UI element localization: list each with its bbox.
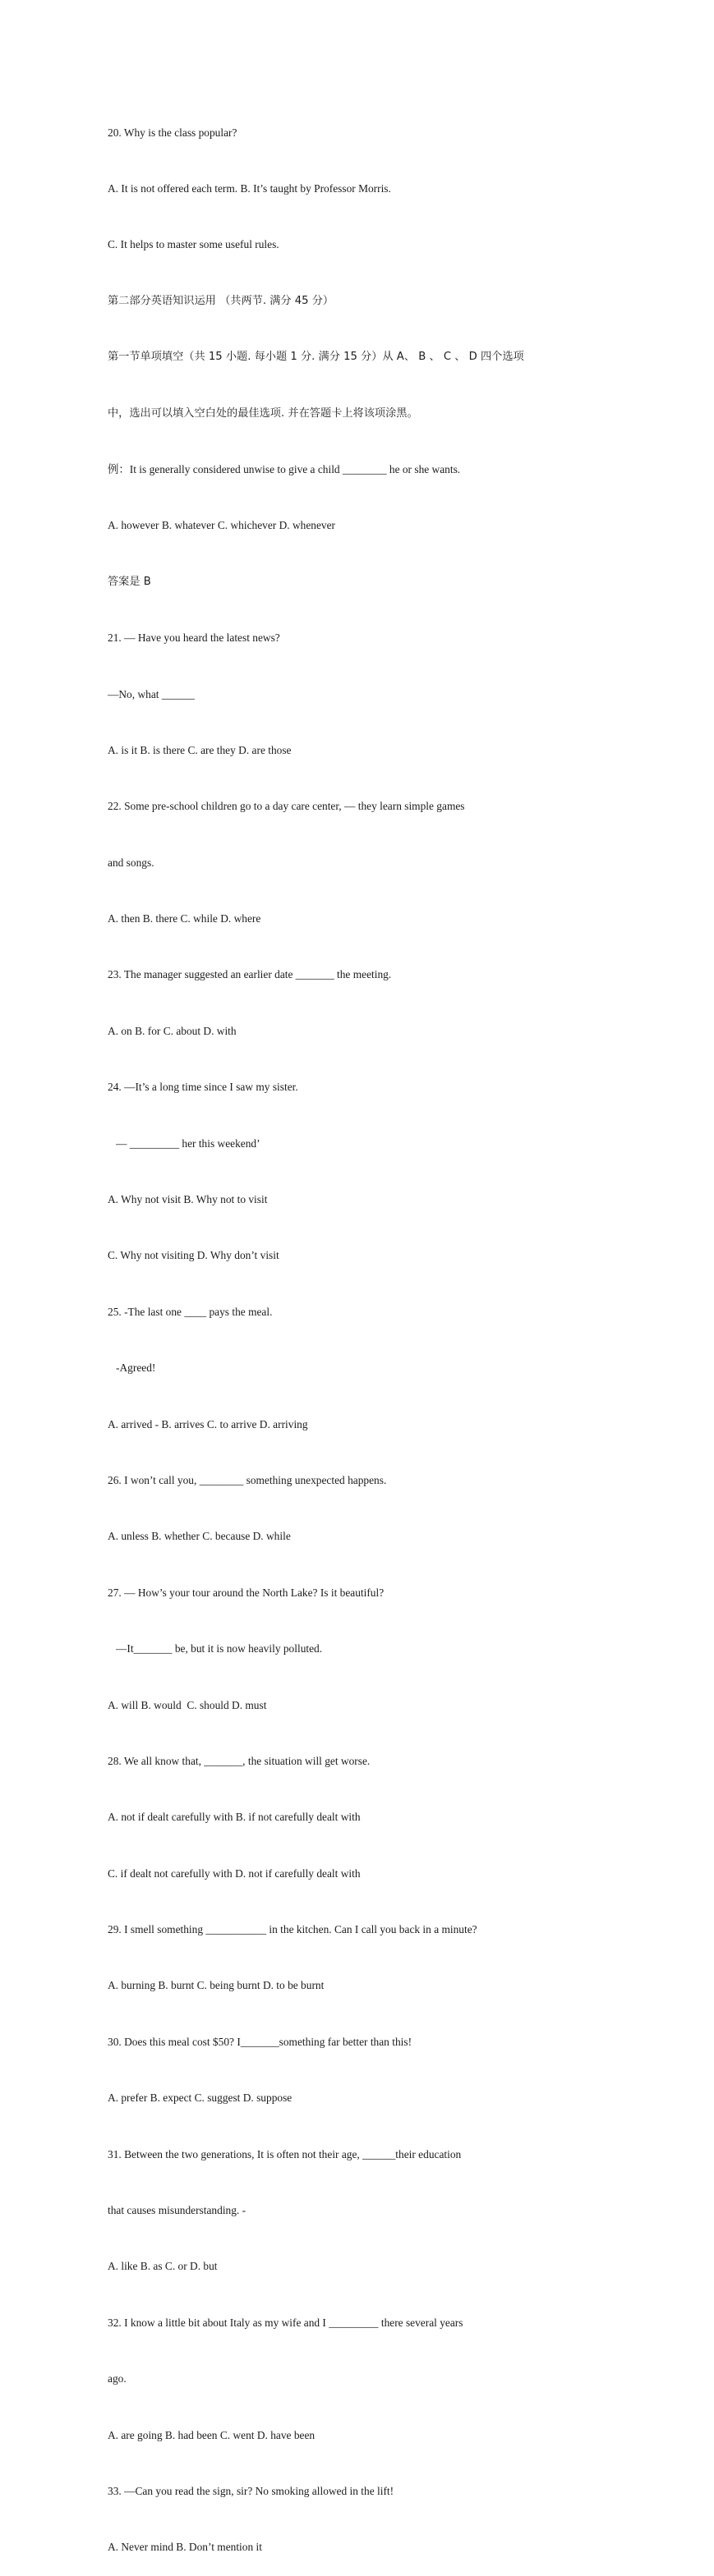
question-25-reply: -Agreed! (108, 1361, 156, 1375)
question-21-reply: —No, what ______ (108, 687, 196, 700)
question-28-options-cd: C. if dealt not carefully with D. not if carefully dealt with (108, 1867, 361, 1880)
question-23-options: A. on B. for C. about D. with (108, 1024, 237, 1037)
question-25-options: A. arrived - B. arrives C. to arrive D. arriving (108, 1417, 308, 1430)
question-30-stem: 30. Does this meal cost $50? I_______something far better than this! (108, 2035, 412, 2048)
question-30-options: A. prefer B. expect C. suggest D. suppose (108, 2092, 293, 2105)
question-26-options: A. unless B. whether C. because D. while (108, 1530, 291, 1543)
question-27-options: A. will B. would C. should D. must (108, 1698, 267, 1711)
question-24-reply: — _________ her this weekend’ (108, 1136, 260, 1150)
question-24-stem: 24. —It’s a long time since I saw my sister. (108, 1081, 298, 1094)
question-22-options: A. then B. there C. while D. where (108, 912, 261, 925)
question-20-option-c: C. It helps to master some useful rules. (108, 238, 279, 251)
example-question: 例：It is generally considered unwise to give a child ________ he or she wants. (108, 462, 461, 475)
question-32-stem-cont: ago. (108, 2372, 127, 2385)
question-31-options: A. like B. as C. or D. but (108, 2260, 218, 2273)
question-33-stem: 33. —Can you read the sign, sir? No smoking allowed in the lift! (108, 2485, 394, 2497)
question-32-options: A. are going B. had been C. went D. have been (108, 2428, 316, 2441)
section-instructions-line-2: 中，选出可以填入空白处的最佳选项. 并在答题卡上将该项涂黑。 (108, 406, 418, 420)
question-23-stem: 23. The manager suggested an earlier date _______ the meeting. (108, 968, 392, 981)
example-answer: 答案是 B (108, 575, 151, 588)
question-29-options: A. burning B. burnt C. being burnt D. to be burnt (108, 1979, 325, 1992)
question-25-stem: 25. -The last one ____ pays the meal. (108, 1305, 273, 1318)
question-27-reply: —It_______ be, but it is now heavily polluted. (108, 1642, 323, 1655)
question-21-stem: 21. — Have you heard the latest news? (108, 631, 280, 645)
question-31-stem: 31. Between the two generations, It is often not their age, ______their education (108, 2147, 462, 2160)
question-27-stem: 27. — How’s your tour around the North Lake? Is it beautiful? (108, 1586, 385, 1599)
question-28-stem: 28. We all know that, _______, the situation will get worse. (108, 1754, 371, 1767)
question-24-options-ab: A. Why not visit B. Why not to visit (108, 1193, 268, 1206)
example-options: A. however B. whatever C. whichever D. whenever (108, 519, 336, 532)
question-22-stem-cont: and songs. (108, 856, 154, 869)
question-20-stem: 20. Why is the class popular? (108, 126, 237, 139)
question-31-stem-cont: that causes misunderstanding. - (108, 2204, 246, 2217)
question-24-options-cd: C. Why not visiting D. Why don’t visit (108, 1249, 279, 1262)
question-20-options-ab: A. It is not offered each term. B. It’s taught by Professor Morris. (108, 181, 391, 195)
question-32-stem: 32. I know a little bit about Italy as my wife and I _________ there several years (108, 2316, 463, 2329)
question-33-options: A. Never mind B. Don’t mention it (108, 2541, 262, 2554)
question-26-stem: 26. I won’t call you, ________ something unexpected happens. (108, 1473, 387, 1486)
question-28-options-ab: A. not if dealt carefully with B. if not carefully dealt with (108, 1811, 361, 1824)
section-heading-part-two: 第二部分英语知识运用 （共两节. 满分 45 分） (108, 294, 334, 307)
question-22-stem: 22. Some pre-school children go to a day care center, — they learn simple games (108, 800, 465, 813)
exam-document (108, 86, 609, 2576)
question-29-stem: 29. I smell something ___________ in the kitchen. Can I call you back in a minute? (108, 1923, 477, 1936)
question-21-options: A. is it B. is there C. are they D. are those (108, 743, 292, 756)
section-instructions-line-1: 第一节单项填空（共 15 小题. 每小题 1 分. 满分 15 分）从 A、 B 、 C 、 D 四个选项 (108, 351, 524, 364)
